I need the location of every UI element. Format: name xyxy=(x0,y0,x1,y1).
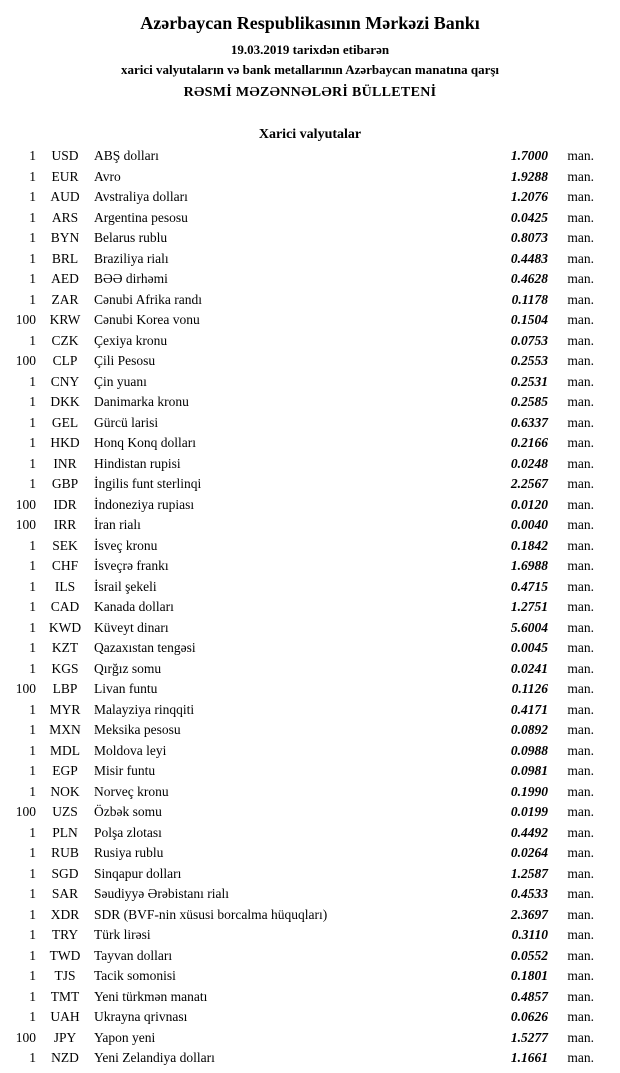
row-quantity: 1 xyxy=(29,476,36,491)
table-row xyxy=(10,681,594,702)
row-rate: 0.3110 xyxy=(511,927,548,942)
row-unit: man. xyxy=(567,435,594,450)
row-rate: 0.4533 xyxy=(510,886,548,901)
row-quantity: 1 xyxy=(29,599,36,614)
row-quantity: 1 xyxy=(29,722,36,737)
effective-date-line: 19.03.2019 tarixdən etibarən xyxy=(230,42,390,57)
table-row xyxy=(10,251,594,272)
row-rate: 0.0241 xyxy=(510,660,548,676)
table-row xyxy=(10,907,594,928)
row-quantity: 1 xyxy=(29,373,36,389)
row-rate: 0.6337 xyxy=(510,414,548,430)
row-quantity: 100 xyxy=(15,681,36,696)
row-rate: 0.0045 xyxy=(510,640,548,655)
bank-title: Azərbaycan Respublikasının Mərkəzi Bankı xyxy=(140,13,480,33)
row-currency-name: Honq Konq dolları xyxy=(94,435,196,450)
row-currency-name: BƏƏ dirhəmi xyxy=(94,271,168,286)
row-currency-code: AUD xyxy=(50,189,80,204)
row-rate: 1.7000 xyxy=(510,148,548,163)
row-quantity: 1 xyxy=(29,1050,36,1065)
row-currency-code: NOK xyxy=(50,783,80,799)
table-row xyxy=(10,333,594,354)
row-rate: 0.1504 xyxy=(510,312,548,327)
row-quantity: 1 xyxy=(29,906,36,922)
row-currency-code: MDL xyxy=(50,742,80,758)
row-currency-name: Tayvan dolları xyxy=(94,947,173,963)
row-currency-name: Yeni Zelandiya dolları xyxy=(94,1050,215,1065)
row-unit: man. xyxy=(567,947,594,963)
row-currency-name: Moldova leyi xyxy=(94,742,167,758)
row-currency-code: CZK xyxy=(51,332,79,348)
table-row xyxy=(10,640,594,661)
row-currency-name: İran rialı xyxy=(94,517,141,532)
row-unit: man. xyxy=(567,476,594,491)
table-row xyxy=(10,415,594,436)
row-currency-name: Livan funtu xyxy=(94,681,158,696)
section-title-foreign-currencies: Xarici valyutalar xyxy=(258,127,362,142)
row-unit: man. xyxy=(567,332,594,348)
table-row xyxy=(10,435,594,456)
row-currency-name: Hindistan rupisi xyxy=(94,455,181,471)
row-quantity: 1 xyxy=(29,640,36,655)
row-rate: 0.4628 xyxy=(510,271,548,286)
row-rate: 0.4857 xyxy=(510,988,548,1004)
row-currency-name: Polşa zlotası xyxy=(94,824,162,840)
row-quantity: 1 xyxy=(29,394,36,409)
row-currency-code: KZT xyxy=(51,640,79,655)
row-rate: 5.6004 xyxy=(510,619,548,635)
table-row xyxy=(10,374,594,395)
row-rate: 1.9288 xyxy=(510,168,548,184)
row-rate: 1.2751 xyxy=(510,599,548,614)
row-unit: man. xyxy=(567,845,594,860)
row-quantity: 1 xyxy=(29,558,36,573)
row-unit: man. xyxy=(567,886,594,901)
table-row xyxy=(10,456,594,477)
row-quantity: 1 xyxy=(29,332,36,348)
row-quantity: 100 xyxy=(15,496,36,512)
table-row xyxy=(10,538,594,559)
table-row xyxy=(10,948,594,969)
row-quantity: 1 xyxy=(29,455,36,471)
row-currency-code: PLN xyxy=(52,824,78,840)
row-unit: man. xyxy=(567,455,594,471)
row-currency-code: BYN xyxy=(50,230,80,245)
table-row xyxy=(10,599,594,620)
row-currency-code: UZS xyxy=(52,804,78,819)
row-quantity: 1 xyxy=(29,537,36,553)
bulletin-title: RƏSMİ MƏZƏNNƏLƏRİ BÜLLETENİ xyxy=(183,85,437,100)
table-row xyxy=(10,210,594,231)
row-unit: man. xyxy=(567,783,594,799)
row-rate: 0.0120 xyxy=(510,496,548,512)
table-row xyxy=(10,763,594,784)
row-unit: man. xyxy=(567,517,594,532)
row-rate: 0.0988 xyxy=(510,742,548,758)
row-rate: 0.0425 xyxy=(510,209,548,225)
row-unit: man. xyxy=(567,230,594,245)
row-quantity: 1 xyxy=(29,168,36,184)
row-currency-name: Gürcü larisi xyxy=(94,414,159,430)
row-unit: man. xyxy=(567,558,594,573)
row-currency-code: IRR xyxy=(53,517,77,532)
table-row xyxy=(10,1050,594,1071)
currency-table-body xyxy=(0,148,620,1071)
row-quantity: 1 xyxy=(29,435,36,450)
row-quantity: 1 xyxy=(29,660,36,676)
row-quantity: 1 xyxy=(29,742,36,758)
row-currency-name: Çili Pesosu xyxy=(94,353,156,368)
row-currency-code: MYR xyxy=(49,701,81,717)
row-rate: 1.5277 xyxy=(510,1029,548,1045)
table-row xyxy=(10,661,594,682)
row-unit: man. xyxy=(567,271,594,286)
row-currency-name: Yeni türkmən manatı xyxy=(94,988,208,1004)
row-rate: 0.0040 xyxy=(510,517,548,532)
row-currency-name: Norveç kronu xyxy=(94,783,169,799)
row-rate: 1.1661 xyxy=(510,1050,548,1065)
row-unit: man. xyxy=(567,619,594,635)
row-currency-name: Səudiyyə Ərəbistanı rialı xyxy=(94,886,229,901)
table-row xyxy=(10,353,594,374)
row-currency-code: USD xyxy=(51,148,79,163)
table-row xyxy=(10,230,594,251)
row-unit: man. xyxy=(567,148,594,163)
row-quantity: 1 xyxy=(29,209,36,225)
row-currency-name: Belarus rublu xyxy=(94,230,168,245)
row-unit: man. xyxy=(567,1029,594,1045)
table-row xyxy=(10,743,594,764)
table-row xyxy=(10,722,594,743)
row-rate: 2.2567 xyxy=(510,476,548,491)
table-row xyxy=(10,476,594,497)
row-currency-name: Ukrayna qrivnası xyxy=(94,1009,188,1024)
row-currency-name: İsveç kronu xyxy=(94,537,158,553)
row-unit: man. xyxy=(567,394,594,409)
row-currency-name: İngilis funt sterlinqi xyxy=(94,476,202,491)
row-quantity: 1 xyxy=(29,701,36,717)
row-currency-code: TWD xyxy=(49,947,81,963)
row-unit: man. xyxy=(567,312,594,327)
row-currency-code: NZD xyxy=(51,1050,79,1065)
row-currency-name: Avro xyxy=(94,168,121,184)
table-row xyxy=(10,1009,594,1030)
row-quantity: 1 xyxy=(29,988,36,1004)
row-quantity: 1 xyxy=(29,578,36,594)
row-currency-name: İsveçrə frankı xyxy=(94,558,169,573)
row-rate: 0.4492 xyxy=(510,824,548,840)
row-quantity: 1 xyxy=(29,148,36,163)
row-unit: man. xyxy=(567,824,594,840)
row-currency-code: HKD xyxy=(50,435,80,450)
row-quantity: 1 xyxy=(29,927,36,942)
row-currency-name: Qırğız somu xyxy=(94,660,162,676)
row-rate: 0.0248 xyxy=(510,455,548,471)
row-currency-code: LBP xyxy=(52,681,78,696)
row-quantity: 1 xyxy=(29,250,36,266)
table-row xyxy=(10,169,594,190)
row-unit: man. xyxy=(567,660,594,676)
row-unit: man. xyxy=(567,414,594,430)
row-quantity: 1 xyxy=(29,189,36,204)
row-quantity: 1 xyxy=(29,291,36,307)
row-quantity: 100 xyxy=(15,353,36,368)
row-rate: 0.2585 xyxy=(510,394,548,409)
table-row xyxy=(10,886,594,907)
table-row xyxy=(10,517,594,538)
row-currency-name: İsrail şekeli xyxy=(94,578,157,594)
row-currency-code: TRY xyxy=(51,927,79,942)
table-row xyxy=(10,189,594,210)
row-unit: man. xyxy=(567,968,594,983)
table-row xyxy=(10,804,594,825)
row-rate: 0.0626 xyxy=(510,1009,548,1024)
row-quantity: 100 xyxy=(15,312,36,327)
row-unit: man. xyxy=(567,742,594,758)
row-currency-code: ILS xyxy=(54,578,76,594)
row-rate: 0.1126 xyxy=(511,681,548,696)
row-rate: 0.1178 xyxy=(511,291,548,307)
document-header xyxy=(0,12,620,101)
row-rate: 1.2587 xyxy=(510,865,548,881)
row-unit: man. xyxy=(567,496,594,512)
document-subtitle: xarici valyutaların və bank metallarının Azərbaycan manatına qarşı xyxy=(120,62,500,77)
row-unit: man. xyxy=(567,865,594,881)
table-row xyxy=(10,620,594,641)
row-currency-code: KGS xyxy=(51,660,79,676)
row-currency-code: BRL xyxy=(51,250,79,266)
table-row xyxy=(10,271,594,292)
row-quantity: 1 xyxy=(29,1009,36,1024)
table-row xyxy=(10,968,594,989)
row-unit: man. xyxy=(567,373,594,389)
row-unit: man. xyxy=(567,804,594,819)
row-rate: 0.0199 xyxy=(510,804,548,819)
row-quantity: 1 xyxy=(29,763,36,778)
row-currency-name: Küveyt dinarı xyxy=(94,619,169,635)
row-currency-code: KWD xyxy=(48,619,82,635)
row-currency-code: UAH xyxy=(50,1009,80,1024)
table-row xyxy=(10,866,594,887)
table-row xyxy=(10,558,594,579)
row-quantity: 1 xyxy=(29,865,36,881)
row-currency-name: Özbək somu xyxy=(94,804,162,819)
row-currency-code: RUB xyxy=(51,845,79,860)
row-unit: man. xyxy=(567,640,594,655)
row-unit: man. xyxy=(567,353,594,368)
row-unit: man. xyxy=(567,681,594,696)
row-currency-name: Cənubi Korea vonu xyxy=(94,312,200,327)
row-currency-code: ZAR xyxy=(51,291,79,307)
row-currency-code: TMT xyxy=(50,988,80,1004)
row-currency-name: İndoneziya rupiası xyxy=(94,496,195,512)
row-currency-name: Meksika pesosu xyxy=(94,722,181,737)
row-currency-name: Türk lirəsi xyxy=(94,927,151,942)
row-currency-name: Qazaxıstan tengəsi xyxy=(94,640,196,655)
row-rate: 0.1842 xyxy=(510,537,548,553)
row-currency-code: JPY xyxy=(53,1029,77,1045)
row-currency-code: KRW xyxy=(49,312,81,327)
row-unit: man. xyxy=(567,906,594,922)
row-currency-code: ARS xyxy=(51,209,79,225)
table-row xyxy=(10,845,594,866)
row-currency-name: Yapon yeni xyxy=(94,1029,156,1045)
row-currency-code: SGD xyxy=(51,865,79,881)
row-currency-code: EUR xyxy=(51,168,79,184)
row-rate: 1.6988 xyxy=(510,558,548,573)
row-currency-code: CNY xyxy=(50,373,80,389)
row-quantity: 1 xyxy=(29,845,36,860)
row-currency-code: CAD xyxy=(50,599,80,614)
row-currency-code: CHF xyxy=(51,558,79,573)
row-quantity: 100 xyxy=(15,1029,36,1045)
row-rate: 0.4171 xyxy=(510,701,548,717)
row-currency-code: MXN xyxy=(49,722,81,737)
row-currency-name: Kanada dolları xyxy=(94,599,174,614)
row-quantity: 1 xyxy=(29,968,36,983)
table-row xyxy=(10,784,594,805)
table-row xyxy=(10,702,594,723)
row-rate: 0.2553 xyxy=(510,353,548,368)
row-currency-code: GEL xyxy=(51,414,79,430)
table-row xyxy=(10,579,594,600)
table-row xyxy=(10,1030,594,1051)
row-unit: man. xyxy=(567,599,594,614)
table-row xyxy=(10,989,594,1010)
row-unit: man. xyxy=(567,537,594,553)
row-rate: 0.4483 xyxy=(510,250,548,266)
row-currency-name: Avstraliya dolları xyxy=(94,189,188,204)
table-row xyxy=(10,394,594,415)
row-quantity: 1 xyxy=(29,414,36,430)
row-currency-name: Sinqapur dolları xyxy=(94,865,182,881)
row-rate: 0.2531 xyxy=(510,373,548,389)
row-currency-code: SEK xyxy=(52,537,78,553)
row-currency-code: EGP xyxy=(52,763,78,778)
row-currency-name: Argentina pesosu xyxy=(94,209,188,225)
row-currency-code: CLP xyxy=(52,353,78,368)
table-row xyxy=(10,148,594,169)
row-unit: man. xyxy=(567,988,594,1004)
row-quantity: 100 xyxy=(15,517,36,532)
row-currency-name: SDR (BVF-nin xüsusi borcalma hüquqları) xyxy=(94,906,328,922)
row-rate: 0.0753 xyxy=(510,332,548,348)
row-quantity: 1 xyxy=(29,947,36,963)
row-unit: man. xyxy=(567,291,594,307)
row-currency-name: Cənubi Afrika randı xyxy=(94,291,202,307)
row-unit: man. xyxy=(567,927,594,942)
row-unit: man. xyxy=(567,1009,594,1024)
row-unit: man. xyxy=(567,763,594,778)
row-currency-name: Braziliya rialı xyxy=(94,250,169,266)
row-rate: 0.0892 xyxy=(510,722,548,737)
row-currency-code: AED xyxy=(51,271,79,286)
row-rate: 0.2166 xyxy=(510,435,548,450)
row-rate: 0.0264 xyxy=(510,845,548,860)
row-currency-name: Çin yuanı xyxy=(94,373,147,389)
row-unit: man. xyxy=(567,701,594,717)
row-unit: man. xyxy=(567,209,594,225)
row-currency-code: DKK xyxy=(50,394,80,409)
table-row xyxy=(10,292,594,313)
row-currency-code: GBP xyxy=(51,476,79,491)
row-currency-code: SAR xyxy=(51,886,79,901)
row-quantity: 1 xyxy=(29,230,36,245)
row-currency-name: Malayziya rinqqiti xyxy=(94,701,195,717)
table-row xyxy=(10,312,594,333)
row-rate: 0.0981 xyxy=(510,763,548,778)
row-rate: 0.4715 xyxy=(510,578,548,594)
row-rate: 0.0552 xyxy=(510,947,548,963)
row-rate: 0.1990 xyxy=(510,783,548,799)
row-currency-name: Tacik somonisi xyxy=(94,968,176,983)
row-currency-code: IDR xyxy=(53,496,77,512)
row-unit: man. xyxy=(567,189,594,204)
row-currency-name: Misir funtu xyxy=(94,763,156,778)
row-unit: man. xyxy=(567,578,594,594)
table-row xyxy=(10,927,594,948)
row-quantity: 1 xyxy=(29,783,36,799)
row-quantity: 1 xyxy=(29,824,36,840)
row-currency-name: Danimarka kronu xyxy=(94,394,189,409)
row-quantity: 1 xyxy=(29,886,36,901)
row-rate: 2.3697 xyxy=(510,906,548,922)
row-currency-code: INR xyxy=(53,455,77,471)
row-currency-code: TJS xyxy=(54,968,76,983)
row-unit: man. xyxy=(567,168,594,184)
row-currency-name: Çexiya kronu xyxy=(94,332,168,348)
row-unit: man. xyxy=(567,722,594,737)
row-rate: 0.8073 xyxy=(510,230,548,245)
row-currency-name: Rusiya rublu xyxy=(94,845,164,860)
row-unit: man. xyxy=(567,1050,594,1065)
row-currency-code: XDR xyxy=(50,906,80,922)
row-rate: 0.1801 xyxy=(510,968,548,983)
row-unit: man. xyxy=(567,250,594,266)
row-quantity: 1 xyxy=(29,619,36,635)
table-row xyxy=(10,825,594,846)
row-quantity: 100 xyxy=(15,804,36,819)
table-row xyxy=(10,497,594,518)
row-rate: 1.2076 xyxy=(510,189,548,204)
row-quantity: 1 xyxy=(29,271,36,286)
row-currency-name: ABŞ dolları xyxy=(94,148,159,163)
